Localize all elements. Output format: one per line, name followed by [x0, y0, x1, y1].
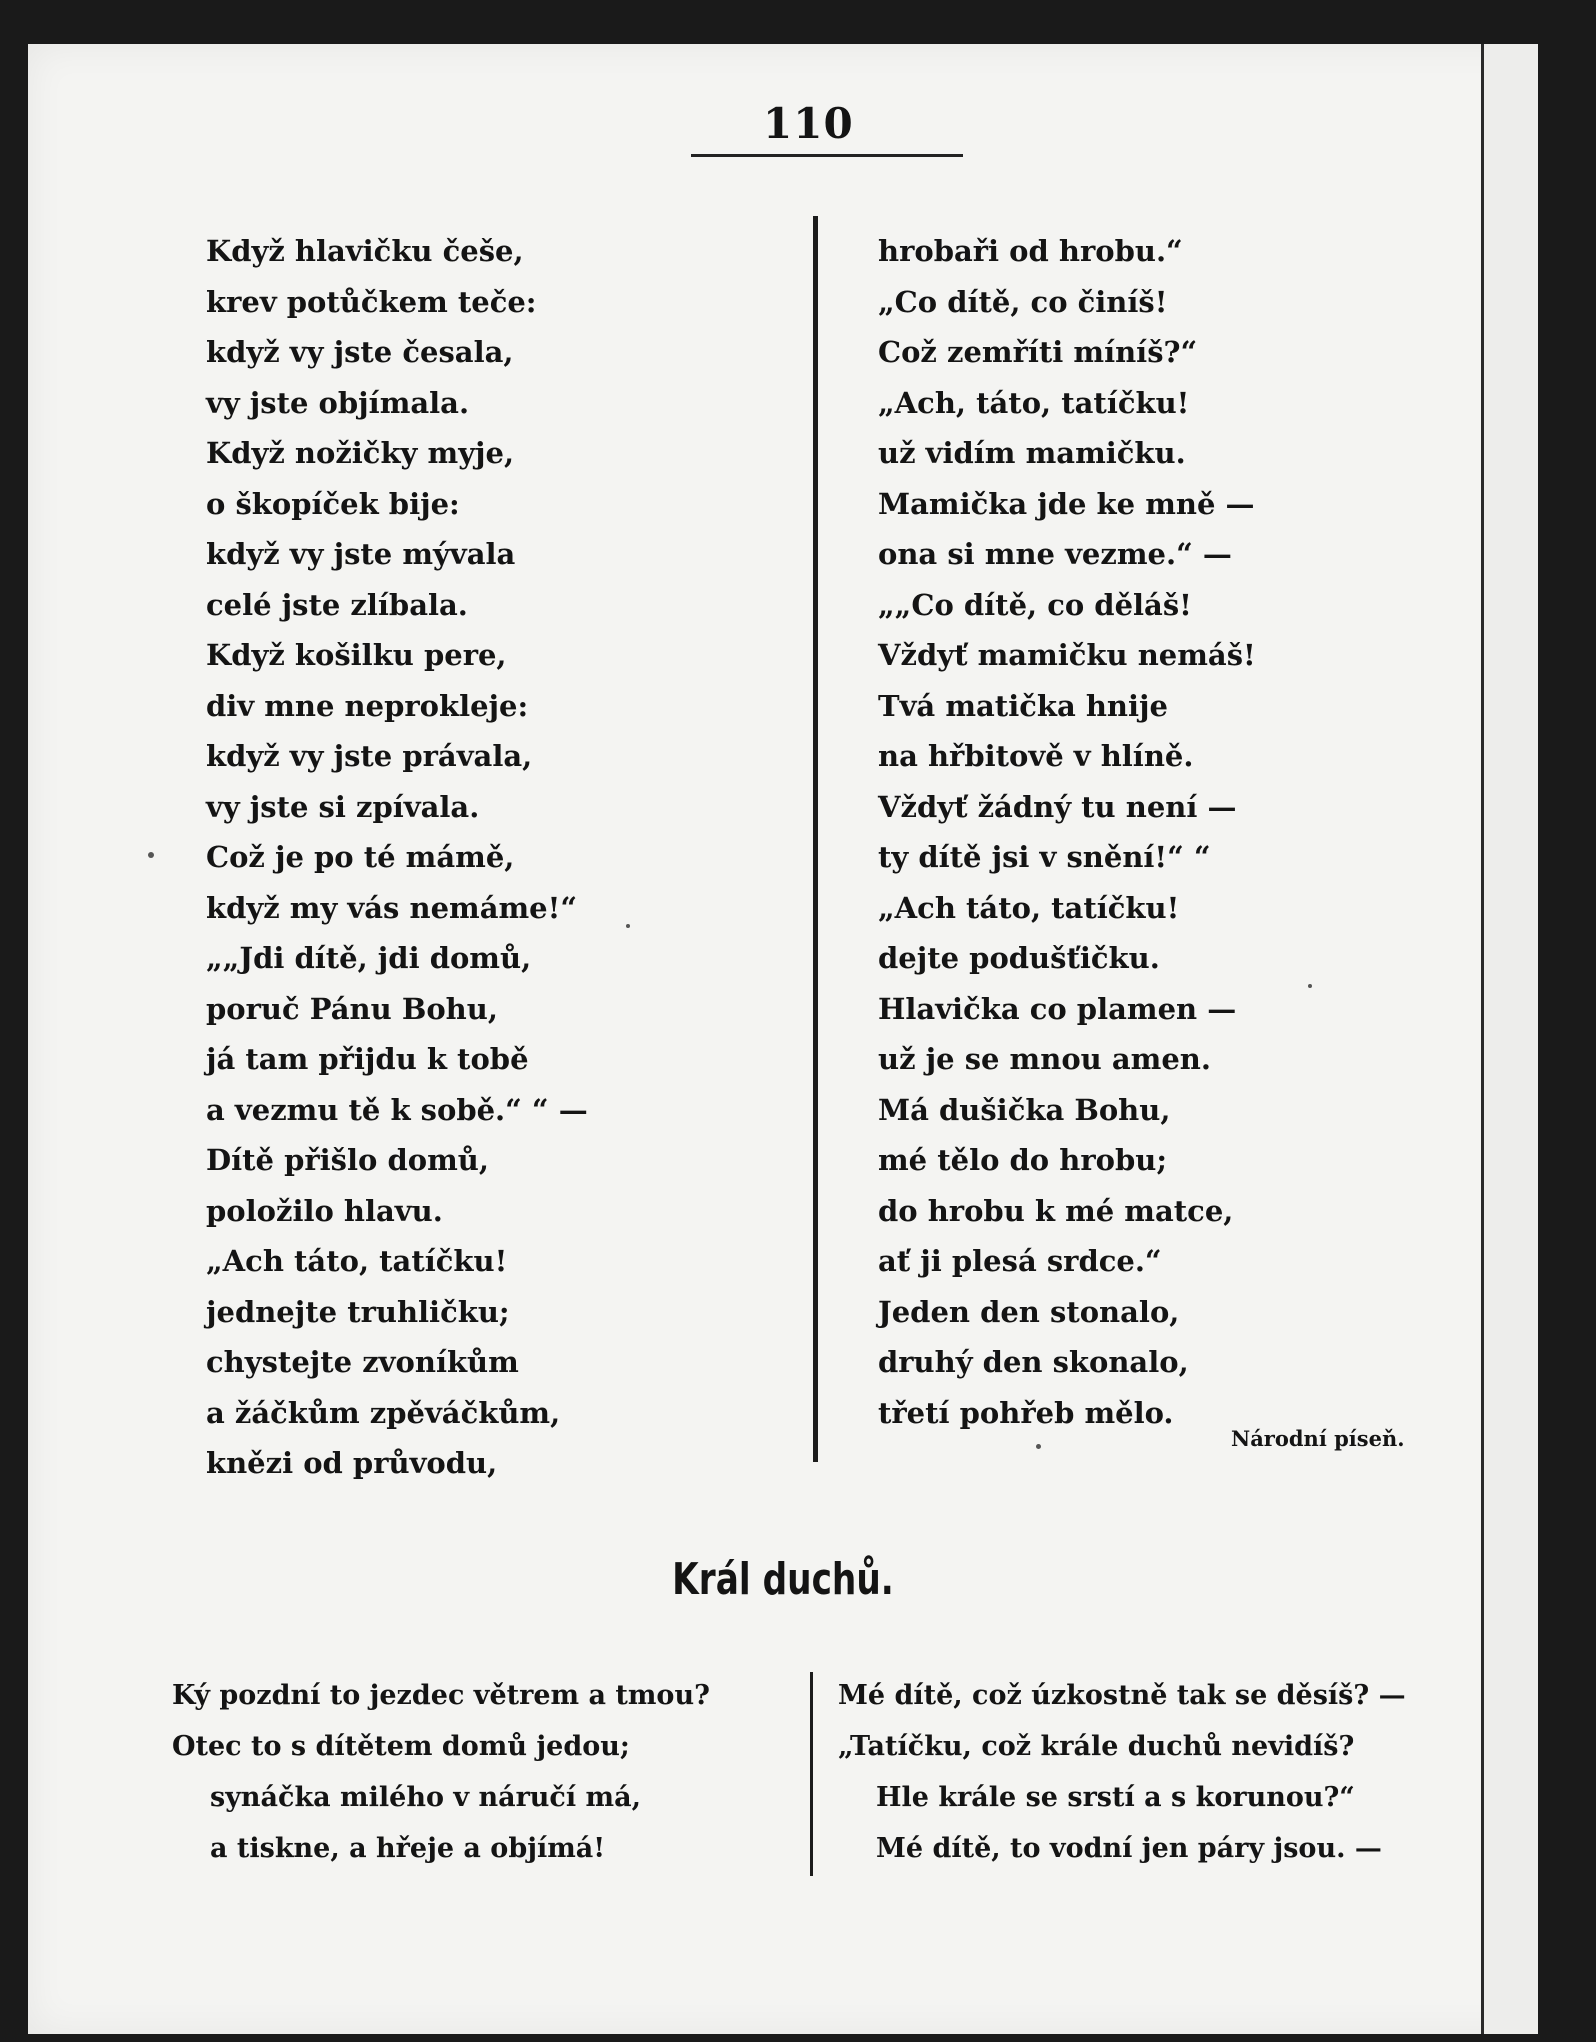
poem-line: chystejte zvoníkům [206, 1345, 519, 1379]
print-speck [148, 852, 154, 858]
poem-line: jednejte truhličku; [206, 1294, 510, 1329]
poem-line: hrobaři od hrobu.“ [878, 234, 1183, 268]
poem-line: „Co dítě, co činíš! [878, 284, 1168, 319]
poem-left-column [206, 226, 588, 1489]
poem-line: když vy jste česala, [206, 335, 514, 369]
poem-line: a žáčkům zpěváčkům, [206, 1395, 561, 1430]
poem-line: a vezmu tě k sobě.“ “ — [206, 1092, 588, 1127]
poem-line: vy jste si zpívala. [206, 789, 480, 824]
stanza-line: Otec to s dítětem domů jedou; [172, 1731, 630, 1762]
print-speck [626, 924, 630, 928]
poem-line: „Ach táto, tatíčku! [206, 1244, 508, 1278]
adjacent-page-edge [1481, 44, 1538, 2034]
poem-line: ať ji plesá srdce.“ [878, 1244, 1162, 1278]
page-number-rule [691, 154, 963, 157]
poem-line: celé jste zlíbala. [206, 587, 468, 622]
poem-line: Vždyť žádný tu není — [878, 789, 1237, 824]
stanza-line: a tiskne, a hřeje a objímá! [210, 1833, 606, 1864]
poem-line: mé tělo do hrobu; [878, 1143, 1168, 1177]
poem-line: Když hlavičku češe, [206, 234, 524, 268]
poem-line: Což zemříti míníš?“ [878, 335, 1198, 369]
poem-title: Král duchů. [672, 1554, 894, 1605]
poem-attribution: Národní píseň. [1231, 1426, 1405, 1451]
poem-line: už vidím mamičku. [878, 436, 1186, 470]
poem-line: do hrobu k mé matce, [878, 1193, 1234, 1228]
poem-line: když vy jste mývala [206, 537, 516, 571]
poem-line: Což je po té mámě, [206, 840, 515, 874]
stanza-right [838, 1670, 1406, 1874]
poem-line: třetí pohřeb mělo. [878, 1395, 1174, 1430]
stanza-line: Mé dítě, což úzkostně tak se děsíš? — [838, 1680, 1406, 1711]
poem-line: knězi od průvodu, [206, 1446, 498, 1480]
poem-line: Jeden den stonalo, [878, 1294, 1180, 1329]
stanza-divider [810, 1672, 813, 1876]
stanza-line: Ký pozdní to jezdec větrem a tmou? [172, 1680, 710, 1711]
poem-line: Hlavička co plamen — [878, 991, 1237, 1026]
stanza-line: „Tatíčku, což krále duchů nevidíš? [838, 1731, 1355, 1762]
page-number: 110 [763, 99, 854, 148]
poem-line: „Ach, táto, tatíčku! [878, 385, 1190, 420]
poem-line: Když košilku pere, [206, 638, 507, 672]
poem-line: na hřbitově v hlíně. [878, 739, 1194, 773]
book-page [28, 44, 1538, 2034]
poem-line: krev potůčkem teče: [206, 284, 537, 319]
poem-line: když my vás nemáme!“ [206, 890, 578, 925]
stanza-line: Hle krále se srstí a s korunou?“ [876, 1782, 1355, 1813]
poem-line: druhý den skonalo, [878, 1345, 1189, 1379]
poem-line: Když nožičky myje, [206, 436, 515, 470]
print-speck [1036, 1444, 1041, 1449]
poem-line: „Ach táto, tatíčku! [878, 890, 1180, 925]
stanza-left [172, 1670, 710, 1874]
poem-line: ona si mne vezme.“ — [878, 537, 1232, 571]
poem-line: o škopíček bije: [206, 486, 460, 521]
poem-line: vy jste objímala. [206, 385, 470, 420]
poem-line: položilo hlavu. [206, 1193, 443, 1228]
poem-line: dejte podušťičku. [878, 941, 1160, 975]
poem-line: div mne neprokleje: [206, 688, 529, 723]
poem-line: Dítě přišlo domů, [206, 1143, 489, 1177]
poem-line: Vždyť mamičku nemáš! [878, 638, 1256, 672]
poem-line: když vy jste právala, [206, 739, 533, 773]
poem-line: Mamička jde ke mně — [878, 486, 1255, 521]
poem-line: už je se mnou amen. [878, 1042, 1211, 1076]
stanza-line: Mé dítě, to vodní jen páry jsou. — [876, 1833, 1382, 1864]
poem-right-column [878, 226, 1256, 1438]
poem-line: „„Co dítě, co děláš! [878, 587, 1192, 622]
poem-line: ty dítě jsi v snění!“ “ [878, 840, 1211, 874]
poem-line: poruč Pánu Bohu, [206, 991, 498, 1026]
poem-line: „„Jdi dítě, jdi domů, [206, 941, 532, 975]
column-divider [813, 216, 818, 1462]
stanza-line: synáčka milého v náručí má, [210, 1782, 641, 1813]
print-speck [1308, 984, 1312, 988]
poem-line: Má dušička Bohu, [878, 1092, 1171, 1127]
poem-line: Tvá matička hnije [878, 688, 1168, 723]
poem-line: já tam přijdu k tobě [206, 1042, 529, 1076]
